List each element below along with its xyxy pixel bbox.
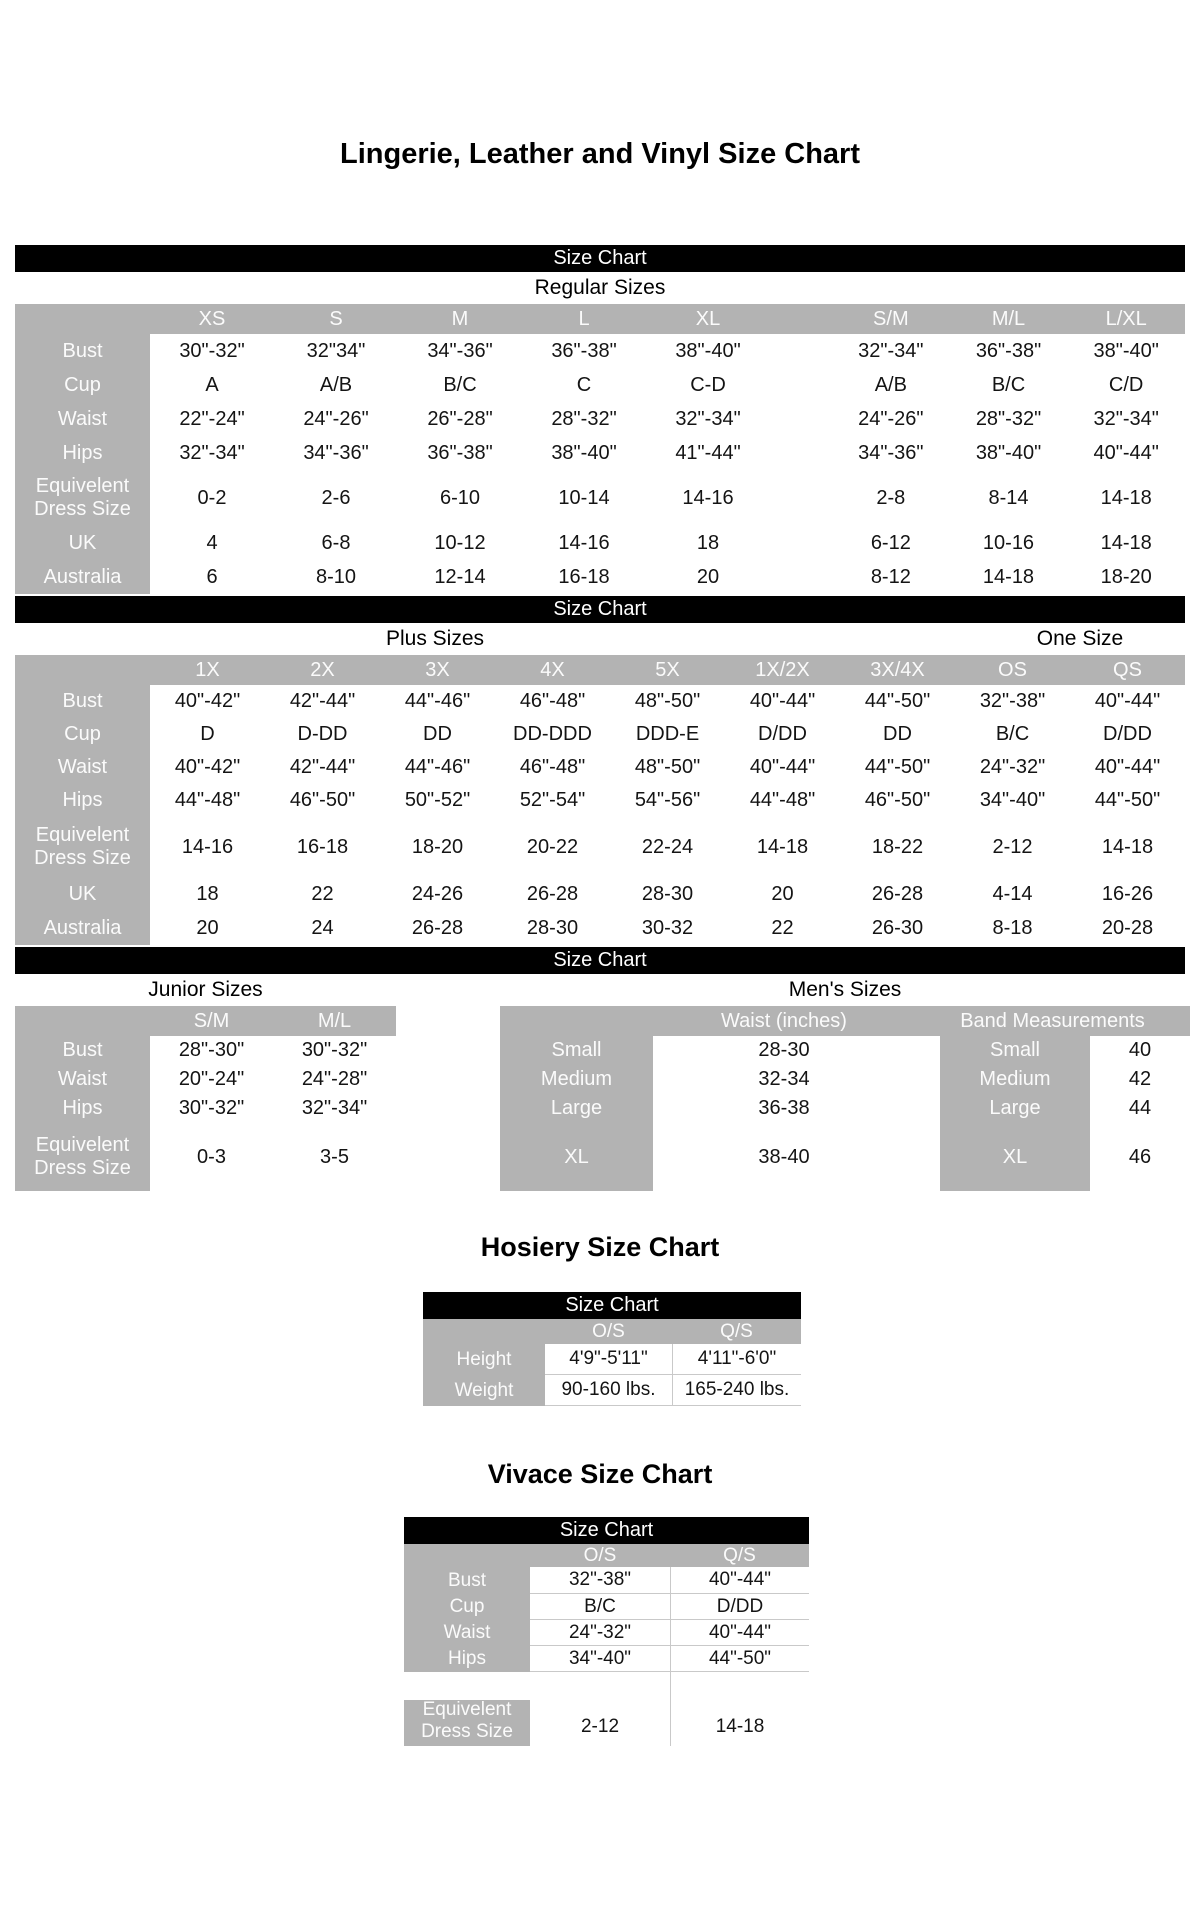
junior-cell-3-0: 0-3 [150, 1123, 273, 1191]
hosiery-col-header-q-s: Q/S [672, 1319, 801, 1344]
plus-row-label-uk: UK [15, 877, 150, 911]
one-size-heading: One Size [1036, 627, 1124, 650]
vivace-col-header-q-s: Q/S [670, 1544, 809, 1567]
plus-cell-4-3: 20-22 [495, 817, 610, 877]
vivace-row-label-equivelent-dress-size: Equivelent Dress Size [404, 1700, 530, 1746]
plus-cell-5-4: 28-30 [610, 877, 725, 911]
plus-col-header-qs: QS [1070, 655, 1185, 685]
junior-col-header-m-l: M/L [273, 1006, 396, 1036]
plus-cell-0-8: 40"-44" [1070, 685, 1185, 718]
plus-cell-5-6: 26-28 [840, 877, 955, 911]
mens-waist-value-1: 32-34 [653, 1065, 915, 1094]
plus-cell-3-6: 46"-50" [840, 784, 955, 817]
mens-size-label-small: Small [500, 1036, 653, 1065]
plus-cell-6-6: 26-30 [840, 911, 955, 945]
regular-cell-6-0: 6 [150, 560, 274, 594]
junior-cell-0-1: 30"-32" [273, 1036, 396, 1065]
hosiery-cell-0-0: 4'9"-5'11" [545, 1344, 672, 1375]
plus-cell-2-0: 40"-42" [150, 751, 265, 784]
plus-cell-1-3: DD-DDD [495, 718, 610, 751]
vivace-cell-2-1: 40"-44" [670, 1620, 809, 1646]
plus-one-size-heading-row [15, 623, 1185, 655]
plus-cell-0-7: 32"-38" [955, 685, 1070, 718]
regular-cell-5-4: 18 [646, 526, 770, 560]
plus-cell-3-8: 44"-50" [1070, 784, 1185, 817]
vivace-corner-blank [404, 1544, 530, 1567]
regular-cell-3-0: 32"-34" [150, 436, 274, 470]
mens-band-label-xl: XL [940, 1123, 1090, 1191]
plus-cell-0-4: 48"-50" [610, 685, 725, 718]
lingerie-size-charts [15, 245, 1185, 1191]
junior-row-label-bust: Bust [15, 1036, 150, 1065]
junior-sizes-table [15, 1006, 396, 1191]
vivace-cell-3-1: 44"-50" [670, 1646, 809, 1672]
plus-cell-2-2: 44"-46" [380, 751, 495, 784]
size-chart-bar-regular: Size Chart [15, 245, 1185, 272]
plus-cell-6-4: 30-32 [610, 911, 725, 945]
regular-row-label-waist: Waist [15, 402, 150, 436]
junior-cell-0-0: 28"-30" [150, 1036, 273, 1065]
plus-cell-0-3: 46"-48" [495, 685, 610, 718]
junior-mens-heading-row [15, 974, 1185, 1006]
regular-cell-5-0: 4 [150, 526, 274, 560]
plus-cell-3-7: 34"-40" [955, 784, 1070, 817]
vivace-spacer-0 [530, 1672, 670, 1700]
plus-cell-4-0: 14-16 [150, 817, 265, 877]
regular-row-label-uk: UK [15, 526, 150, 560]
mens-band-label-large: Large [940, 1094, 1090, 1123]
plus-cell-5-3: 26-28 [495, 877, 610, 911]
plus-cell-4-8: 14-18 [1070, 817, 1185, 877]
regular-row-label-hips: Hips [15, 436, 150, 470]
junior-col-header-s-m: S/M [150, 1006, 273, 1036]
size-chart-bar-plus: Size Chart [15, 596, 1185, 623]
plus-cell-0-2: 44"-46" [380, 685, 495, 718]
plus-cell-1-5: D/DD [725, 718, 840, 751]
regular-corner-blank [15, 304, 150, 334]
plus-cell-3-2: 50"-52" [380, 784, 495, 817]
regular-cell-1-7: C/D [1067, 368, 1185, 402]
junior-corner-blank [15, 1006, 150, 1036]
hosiery-cell-1-1: 165-240 lbs. [672, 1375, 801, 1406]
regular-cell-3-6: 38"-40" [950, 436, 1068, 470]
plus-cell-2-5: 40"-44" [725, 751, 840, 784]
regular-cell-5-1: 6-8 [274, 526, 398, 560]
vivace-cell-1-0: B/C [530, 1594, 670, 1620]
hosiery-cell-0-1: 4'11"-6'0" [672, 1344, 801, 1375]
regular-col-header-l-xl: L/XL [1067, 304, 1185, 334]
plus-cell-4-2: 18-20 [380, 817, 495, 877]
vivace-cell-0-0: 32"-38" [530, 1567, 670, 1594]
regular-cell-5-2: 10-12 [398, 526, 522, 560]
regular-cell-5-5: 6-12 [832, 526, 950, 560]
plus-cell-4-1: 16-18 [265, 817, 380, 877]
regular-cell-4-3: 10-14 [522, 470, 646, 526]
hosiery-col-header-o-s: O/S [545, 1319, 672, 1344]
plus-row-label-australia: Australia [15, 911, 150, 945]
mens-size-label-medium: Medium [500, 1065, 653, 1094]
plus-col-header-os: OS [955, 655, 1070, 685]
regular-cell-5-6: 10-16 [950, 526, 1068, 560]
regular-cell-2-2: 26"-28" [398, 402, 522, 436]
regular-cell-6-6: 14-18 [950, 560, 1068, 594]
regular-cell-0-3: 36"-38" [522, 334, 646, 368]
regular-cell-1-1: A/B [274, 368, 398, 402]
regular-cell-3-4: 41"-44" [646, 436, 770, 470]
mens-size-label-xl: XL [500, 1123, 653, 1191]
vivace-size-table-wrap [404, 1517, 809, 1746]
vivace-cell-3-0: 34"-40" [530, 1646, 670, 1672]
plus-col-header-3x: 3X [380, 655, 495, 685]
vivace-cell-2-0: 24"-32" [530, 1620, 670, 1646]
vivace-row-label-waist: Waist [404, 1620, 530, 1646]
regular-cell-1-6: B/C [950, 368, 1068, 402]
regular-cell-gap-5 [770, 526, 832, 560]
plus-cell-0-5: 40"-44" [725, 685, 840, 718]
plus-cell-1-4: DDD-E [610, 718, 725, 751]
regular-col-header-l: L [522, 304, 646, 334]
plus-sizes-heading: Plus Sizes [385, 627, 485, 650]
plus-cell-4-5: 14-18 [725, 817, 840, 877]
plus-col-header-4x: 4X [495, 655, 610, 685]
plus-col-header-3x-4x: 3X/4X [840, 655, 955, 685]
mens-band-value-1: 42 [1090, 1065, 1190, 1094]
vivace-spacer-label [404, 1672, 530, 1700]
plus-col-header-2x: 2X [265, 655, 380, 685]
vivace-spacer-1 [670, 1672, 809, 1700]
junior-sizes-heading: Junior Sizes [148, 978, 263, 1001]
plus-cell-6-0: 20 [150, 911, 265, 945]
vivace-cell-4-0: 2-12 [530, 1700, 670, 1746]
regular-cell-0-5: 32"-34" [832, 334, 950, 368]
plus-cell-6-7: 8-18 [955, 911, 1070, 945]
regular-cell-2-6: 28"-32" [950, 402, 1068, 436]
regular-sizes-table [15, 304, 1185, 594]
page-title: Lingerie, Leather and Vinyl Size Chart [340, 138, 860, 170]
size-chart-bar-vivace: Size Chart [404, 1517, 809, 1544]
mens-size-label-large: Large [500, 1094, 653, 1123]
plus-col-header-1x-2x: 1X/2X [725, 655, 840, 685]
plus-row-label-bust: Bust [15, 685, 150, 718]
vivace-cell-4-1: 14-18 [670, 1700, 809, 1746]
plus-cell-6-8: 20-28 [1070, 911, 1185, 945]
regular-col-header-xl: XL [646, 304, 770, 334]
vivace-chart-title: Vivace Size Chart [487, 1459, 713, 1489]
regular-cell-3-2: 36"-38" [398, 436, 522, 470]
regular-cell-0-7: 38"-40" [1067, 334, 1185, 368]
regular-cell-3-5: 34"-36" [832, 436, 950, 470]
regular-col-header-m: M [398, 304, 522, 334]
regular-cell-6-2: 12-14 [398, 560, 522, 594]
regular-row-label-cup: Cup [15, 368, 150, 402]
junior-cell-1-0: 20"-24" [150, 1065, 273, 1094]
regular-cell-4-5: 2-8 [832, 470, 950, 526]
junior-row-label-equivelent-dress-size: Equivelent Dress Size [15, 1123, 150, 1191]
mens-waist-value-3: 38-40 [653, 1123, 915, 1191]
plus-cell-3-3: 52"-54" [495, 784, 610, 817]
regular-cell-6-1: 8-10 [274, 560, 398, 594]
regular-cell-0-1: 32"34" [274, 334, 398, 368]
plus-cell-4-6: 18-22 [840, 817, 955, 877]
plus-cell-1-6: DD [840, 718, 955, 751]
junior-cell-2-1: 32"-34" [273, 1094, 396, 1123]
vivace-cell-0-1: 40"-44" [670, 1567, 809, 1594]
plus-cell-5-0: 18 [150, 877, 265, 911]
plus-cell-3-1: 46"-50" [265, 784, 380, 817]
junior-row-label-hips: Hips [15, 1094, 150, 1123]
plus-cell-3-0: 44"-48" [150, 784, 265, 817]
plus-col-header-1x: 1X [150, 655, 265, 685]
regular-cell-gap-2 [770, 402, 832, 436]
plus-cell-3-4: 54"-56" [610, 784, 725, 817]
plus-cell-5-1: 22 [265, 877, 380, 911]
regular-cell-2-5: 24"-26" [832, 402, 950, 436]
mens-corner-blank [500, 1006, 653, 1036]
plus-cell-6-3: 28-30 [495, 911, 610, 945]
regular-cell-4-1: 2-6 [274, 470, 398, 526]
plus-cell-1-2: DD [380, 718, 495, 751]
regular-cell-6-4: 20 [646, 560, 770, 594]
regular-cell-0-4: 38"-40" [646, 334, 770, 368]
plus-cell-2-6: 44"-50" [840, 751, 955, 784]
regular-cell-5-3: 14-16 [522, 526, 646, 560]
regular-cell-2-4: 32"-34" [646, 402, 770, 436]
regular-cell-3-3: 38"-40" [522, 436, 646, 470]
size-chart-bar-hosiery: Size Chart [423, 1292, 801, 1319]
plus-cell-1-1: D-DD [265, 718, 380, 751]
plus-row-label-hips: Hips [15, 784, 150, 817]
plus-col-header-5x: 5X [610, 655, 725, 685]
regular-row-label-australia: Australia [15, 560, 150, 594]
regular-cell-0-2: 34"-36" [398, 334, 522, 368]
regular-cell-6-3: 16-18 [522, 560, 646, 594]
regular-col-header-s: S [274, 304, 398, 334]
junior-cell-3-1: 3-5 [273, 1123, 396, 1191]
regular-cell-0-6: 36"-38" [950, 334, 1068, 368]
plus-row-label-cup: Cup [15, 718, 150, 751]
regular-cell-2-3: 28"-32" [522, 402, 646, 436]
regular-cell-gap-6 [770, 560, 832, 594]
plus-sizes-table [15, 655, 1185, 945]
regular-cell-5-7: 14-18 [1067, 526, 1185, 560]
regular-cell-3-1: 34"-36" [274, 436, 398, 470]
plus-cell-2-1: 42"-44" [265, 751, 380, 784]
plus-corner-blank [15, 655, 150, 685]
mens-waist-header: Waist (inches) [653, 1006, 915, 1036]
vivace-row-label-hips: Hips [404, 1646, 530, 1672]
hosiery-size-table [423, 1319, 801, 1406]
regular-cell-gap-0 [770, 334, 832, 368]
regular-cell-3-7: 40"-44" [1067, 436, 1185, 470]
plus-cell-5-7: 4-14 [955, 877, 1070, 911]
regular-row-label-bust: Bust [15, 334, 150, 368]
regular-cell-4-2: 6-10 [398, 470, 522, 526]
regular-cell-6-5: 8-12 [832, 560, 950, 594]
mens-band-header: Band Measurements [915, 1006, 1190, 1036]
vivace-row-label-bust: Bust [404, 1567, 530, 1594]
mens-sizes-heading: Men's Sizes [788, 978, 902, 1001]
regular-cell-1-5: A/B [832, 368, 950, 402]
plus-row-label-equivelent-dress-size: Equivelent Dress Size [15, 817, 150, 877]
regular-cell-2-7: 32"-34" [1067, 402, 1185, 436]
plus-cell-1-7: B/C [955, 718, 1070, 751]
mens-band-label-small: Small [940, 1036, 1090, 1065]
regular-cell-1-3: C [522, 368, 646, 402]
regular-row-label-equivelent-dress-size: Equivelent Dress Size [15, 470, 150, 526]
plus-cell-5-5: 20 [725, 877, 840, 911]
regular-cell-2-0: 22"-24" [150, 402, 274, 436]
plus-cell-1-8: D/DD [1070, 718, 1185, 751]
mens-sizes-table [500, 1006, 1190, 1191]
plus-cell-3-5: 44"-48" [725, 784, 840, 817]
plus-row-label-waist: Waist [15, 751, 150, 784]
regular-col-header-gap [770, 304, 832, 334]
mens-column-gap-2 [915, 1094, 940, 1123]
regular-cell-6-7: 18-20 [1067, 560, 1185, 594]
mens-band-value-3: 46 [1090, 1123, 1190, 1191]
vivace-cell-1-1: D/DD [670, 1594, 809, 1620]
hosiery-cell-1-0: 90-160 lbs. [545, 1375, 672, 1406]
regular-col-header-m-l: M/L [950, 304, 1068, 334]
regular-cell-gap-3 [770, 436, 832, 470]
regular-cell-gap-1 [770, 368, 832, 402]
plus-cell-1-0: D [150, 718, 265, 751]
regular-cell-1-2: B/C [398, 368, 522, 402]
mens-waist-value-2: 36-38 [653, 1094, 915, 1123]
regular-cell-4-7: 14-18 [1067, 470, 1185, 526]
mens-waist-value-0: 28-30 [653, 1036, 915, 1065]
junior-mens-tables [15, 1006, 1185, 1191]
hosiery-size-table-wrap [423, 1292, 801, 1406]
regular-col-header-xs: XS [150, 304, 274, 334]
plus-cell-4-7: 2-12 [955, 817, 1070, 877]
regular-cell-gap-4 [770, 470, 832, 526]
junior-row-label-waist: Waist [15, 1065, 150, 1094]
regular-cell-4-0: 0-2 [150, 470, 274, 526]
regular-cell-4-6: 8-14 [950, 470, 1068, 526]
regular-cell-2-1: 24"-26" [274, 402, 398, 436]
regular-cell-1-0: A [150, 368, 274, 402]
plus-cell-4-4: 22-24 [610, 817, 725, 877]
size-chart-bar-junior-mens: Size Chart [15, 947, 1185, 974]
plus-cell-0-0: 40"-42" [150, 685, 265, 718]
hosiery-corner-blank [423, 1319, 545, 1344]
vivace-col-header-o-s: O/S [530, 1544, 670, 1567]
mens-column-gap-3 [915, 1123, 940, 1191]
hosiery-row-label-weight: Weight [423, 1375, 545, 1406]
plus-cell-0-1: 42"-44" [265, 685, 380, 718]
plus-cell-6-5: 22 [725, 911, 840, 945]
regular-cell-4-4: 14-16 [646, 470, 770, 526]
plus-cell-6-1: 24 [265, 911, 380, 945]
hosiery-row-label-height: Height [423, 1344, 545, 1375]
plus-cell-2-8: 40"-44" [1070, 751, 1185, 784]
mens-column-gap-1 [915, 1065, 940, 1094]
plus-cell-5-8: 16-26 [1070, 877, 1185, 911]
mens-band-value-0: 40 [1090, 1036, 1190, 1065]
plus-cell-0-6: 44"-50" [840, 685, 955, 718]
plus-cell-5-2: 24-26 [380, 877, 495, 911]
mens-band-value-2: 44 [1090, 1094, 1190, 1123]
vivace-size-table [404, 1544, 809, 1746]
mens-band-label-medium: Medium [940, 1065, 1090, 1094]
plus-cell-2-4: 48"-50" [610, 751, 725, 784]
junior-cell-2-0: 30"-32" [150, 1094, 273, 1123]
regular-col-header-s-m: S/M [832, 304, 950, 334]
regular-cell-1-4: C-D [646, 368, 770, 402]
regular-sizes-heading: Regular Sizes [534, 276, 666, 299]
hosiery-chart-title: Hosiery Size Chart [480, 1232, 720, 1262]
regular-cell-0-0: 30"-32" [150, 334, 274, 368]
junior-cell-1-1: 24"-28" [273, 1065, 396, 1094]
vivace-row-label-cup: Cup [404, 1594, 530, 1620]
plus-cell-6-2: 26-28 [380, 911, 495, 945]
plus-cell-2-3: 46"-48" [495, 751, 610, 784]
plus-cell-2-7: 24"-32" [955, 751, 1070, 784]
mens-column-gap-0 [915, 1036, 940, 1065]
